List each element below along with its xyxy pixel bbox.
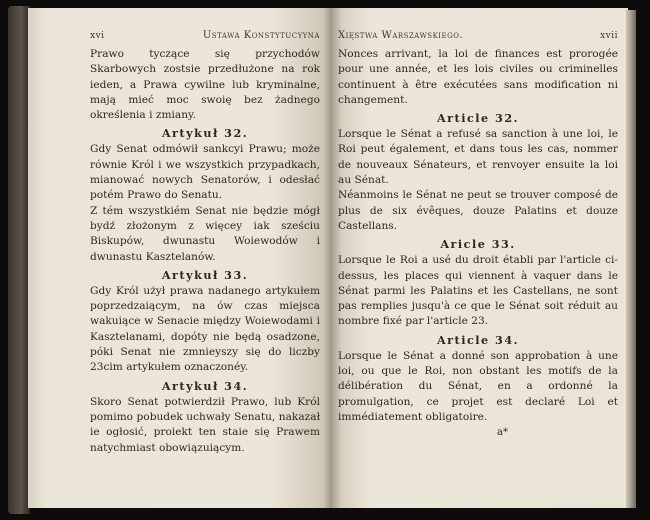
paragraph: Prawo tyczące się przychodów Skarbowych zostsie przedłużone na rok ieden, a Prawa cywilne lub kryminalne, mają mieć moc swoię bez żadnego określenia i zmiany. [90, 48, 320, 122]
article-heading: Artykuł 33. [161, 267, 249, 282]
right-running-head: Xięstwa Warszawskiego. [338, 30, 464, 41]
right-page-header [338, 30, 618, 41]
article-heading: Article 34. [436, 332, 520, 347]
left-page-number: xvi [90, 31, 105, 41]
paragraph: Gdy Król użył prawa nadanego artykułem poprzedzaiącym, na ów czas miejsca wakuiące w Senacie między Woiewodami i Kasztelanami, dopóty nie będą osadzone, póki Senat nie zmnieyszy się do liczby 23cim artykułem oznaczonéy. [90, 284, 320, 374]
page-stack-edge [626, 10, 636, 508]
paragraph: Lorsque le Sénat a refusé sa sanction à une loi, le Roi peut également, et dans tous les cas, nommer de nouveaux Sénateurs, et renvoyer ensuite la loi au Sénat. [338, 128, 618, 187]
article-heading: Article 32. [436, 111, 520, 126]
paragraph: Gdy Senat odmówił sankcyi Prawu; może równie Król i we wszystkich przypadkach, mianować nowych Senatorów, i odesłać potém Prawo do Senatu. [90, 143, 320, 202]
article-heading: Aricle 33. [440, 237, 516, 252]
article-heading: Artykuł 32. [161, 126, 249, 141]
paragraph: Lorsque le Sénat a donné son approbation à une loi, ou que le Roi, non obstant les motifs de la délibération du Sénat, en a ordonné la promulgation, ce projet est declaré Loi et immédiatement obligatoire. [338, 349, 618, 423]
paragraph: Lorsque le Roi a usé du droit établi par l'article ci-dessus, les places qui viennent à vaquer dans le Sénat parmi les Palatins et les Castellans, ne sont pas remplies jusqu'à ce que le Sénat soit réduit au nombre fixé par l'article 23. [338, 254, 618, 328]
book-cover-edge [8, 6, 30, 514]
right-page-number: xvii [600, 31, 618, 41]
left-page [28, 8, 332, 508]
signature-mark: a* [497, 427, 508, 439]
paragraph: Skoro Senat potwierdził Prawo, lub Król pomimo pobudek uchwały Senatu, nakazał ie ogłosić, proiekt ten staie się Prawem natychmiast obowiązuiącym. [90, 395, 320, 454]
left-running-head: Ustawa Konstytucyyna [202, 30, 320, 41]
paragraph: Nonces arrivant, la loi de finances est prorogée pour une année, et les lois civiles ou criminelles continuent à être exécutées sans modification ni changement. [338, 48, 618, 106]
left-page-text [90, 47, 320, 456]
left-page-header [90, 30, 320, 41]
paragraph: Néanmoins le Sénat ne peut se trouver composé de plus de six évêques, douze Palatins et douze Castellans. [338, 189, 618, 232]
right-page [330, 8, 628, 508]
article-heading: Artykuł 34. [161, 378, 249, 393]
right-page-text [338, 47, 618, 425]
paragraph: Z tém wszystkiém Senat nie będzie mógł bydź złożonym z więcey iak sześciu Biskupów, dwunastu Woiewodów i dwunastu Kasztelanów. [90, 204, 320, 263]
